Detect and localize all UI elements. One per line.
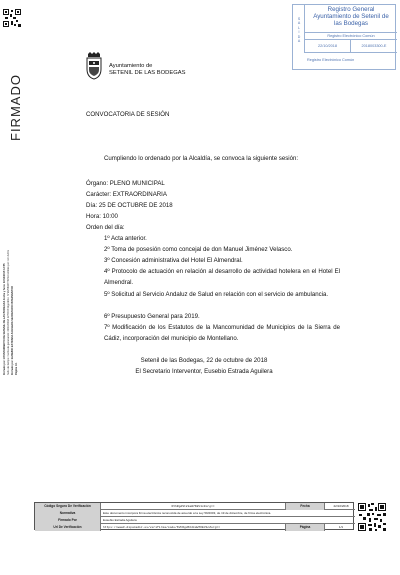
verification-qr-code (357, 502, 387, 532)
verification-row-csv (35, 503, 355, 510)
registry-stamp (292, 4, 396, 70)
municipal-crest-icon (84, 52, 104, 80)
agenda-item-6: 6º Presupuesto General para 2019. (104, 313, 200, 320)
orden-label: Orden del día: (86, 224, 125, 231)
agenda-item-3: 3º Concesión administrativa del Hotel El Almendral. (104, 257, 243, 264)
signer-line: El Secretario Interventor, Eusebio Estrada Aguilera (135, 368, 273, 375)
url-label: Url De Verificación (35, 524, 101, 531)
csv-value: 6VhRgdSt2kaW7KEV1cZorg== (171, 505, 215, 508)
side-line-3: Firmado por: EUSEBIO ESTRADA AGUILERA SECRETARIO INTERVENTOR (11, 285, 14, 375)
organization-name (109, 63, 185, 77)
firmado-label: Firmado Por (35, 517, 101, 524)
agenda-item-5: 5º Solicitud al Servicio Andaluz de Salud en relación con el servicio de ambulancia. (104, 291, 329, 298)
org-line-2: SETENIL DE LAS BODEGAS (109, 70, 186, 77)
agenda-item-4: 4º Protocolo de actuación en relación al desarrollo de actividad hotelera en el Hotel El Almendral. (104, 268, 340, 286)
stamp-side-column (293, 5, 305, 53)
pagina-label: Página (285, 524, 325, 531)
side-line-2: Sello de tiempo: Fecha de generación: 22/10/2018 12:55:09 Algoritmo: SHA256WITHRSA Emitido por: EC-SAFE (7, 249, 10, 375)
agenda-item-7: 7º Modificación de los Estatutos de la Mancomunidad de Municipios de la Sierra de Cádiz, incorporación del municipio de Montellano. (104, 324, 340, 342)
hora-line: Hora: 10:00 (86, 213, 118, 220)
verification-url-link[interactable]: https://www3.dipucadiz.es/verifirma/code/6VhRgdSt2kaW7KEV1cZorg== (103, 526, 221, 529)
csv-label: Código Seguro De Verificación (35, 503, 101, 510)
org-line-1: Ayuntamiento de (109, 63, 153, 69)
stamp-title: Registro General Ayuntamiento de Setenil de las Bodegas (313, 6, 389, 27)
stamp-number: 2018003300-E (351, 40, 397, 53)
normativa-value: Este documento incorpora firma electrónica reconocida de acuerdo a la Ley 59/2003, de 19 de diciembre, de firma electrónica. (103, 511, 272, 515)
side-signature-lines (3, 195, 25, 375)
verification-row-firmado (35, 517, 355, 524)
side-line-1: Firmado por: AYUNTAMIENTO DE SETENIL DE LAS BODEGAS Fecha y hora: 22/10/2018 12:55 (3, 263, 6, 375)
fecha-label: Fecha (285, 503, 325, 510)
stamp-footer: Registro Electrónico Común (307, 58, 355, 62)
left-qr-code (2, 8, 22, 28)
agenda-item-1: 1º Acta anterior. (104, 235, 147, 242)
verification-table (34, 502, 354, 530)
fecha-value: 22/10/2018 (333, 504, 349, 508)
intro-text: Cumpliendo lo ordenado por la Alcaldía, se convoca la siguiente sesión: (104, 155, 299, 162)
stamp-subtitle: Registro Electrónico Común (305, 32, 397, 40)
dia-line: Día: 25 DE OCTUBRE DE 2018 (86, 202, 173, 209)
stamp-date: 22/10/2018 (305, 40, 351, 53)
salida-label: S A L I D A (297, 17, 301, 44)
agenda-item-2: 2º Toma de posesión como concejal de don Manuel Jiménez Velasco. (104, 246, 293, 253)
pagina-value: 1/1 (338, 525, 344, 529)
organo-line: Órgano: PLENO MUNICIPAL (86, 180, 165, 187)
normativa-label: Normativa (35, 510, 101, 517)
caracter-line: Carácter: EXTRAORDINARIA (86, 191, 167, 198)
document-heading: CONVOCATORIA DE SESIÓN (86, 111, 170, 118)
side-line-4: Página 1/1 (15, 362, 18, 375)
verification-row-url (35, 524, 355, 531)
verification-row-normativa (35, 510, 355, 517)
firmado-value: Eusebio Estrada Aguilera (103, 518, 137, 522)
left-signature-strip (0, 0, 28, 575)
place-date: Setenil de las Bodegas, 22 de octubre de 2018 (140, 357, 268, 364)
firmado-watermark: FIRMADO (8, 74, 23, 141)
